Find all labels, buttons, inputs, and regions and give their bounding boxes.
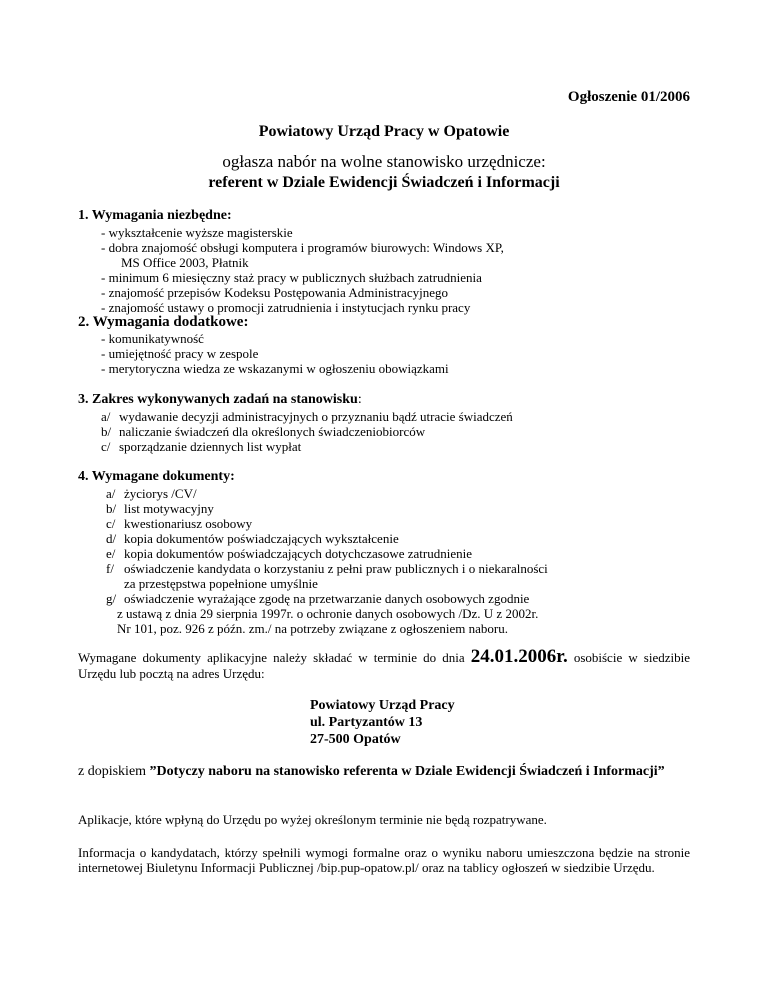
list-item: - merytoryczna wiedza ze wskazanymi w ogłoszeniu obowiązkami — [101, 361, 449, 376]
section-4-heading: 4. Wymagane dokumenty: — [78, 469, 235, 484]
list-item: - wykształcenie wyższe magisterskie — [101, 225, 293, 240]
announcement-line: ogłasza nabór na wolne stanowisko urzędnicze: — [222, 152, 546, 171]
section-2-heading: 2. Wymagania dodatkowe: — [78, 314, 249, 330]
address-line-1: Powiatowy Urząd Pracy — [310, 698, 455, 713]
list-item-continuation: MS Office 2003, Płatnik — [121, 255, 249, 270]
late-applications-note: Aplikacje, które wpłyną do Urzędu po wyżej określonym terminie nie będą rozpatrywane. — [78, 812, 547, 827]
section-1-heading: 1. Wymagania niezbędne: — [78, 208, 232, 223]
list-item: - umiejętność pracy w zespole — [101, 346, 259, 361]
announcement-number: Ogłoszenie 01/2006 — [567, 89, 690, 105]
address-line-2: ul. Partyzantów 13 — [310, 715, 423, 730]
list-item-continuation: z ustawą z dnia 29 sierpnia 1997r. o ochronie danych osobowych /Dz. U z 2002r. — [117, 606, 539, 621]
office-name: Powiatowy Urząd Pracy w Opatowie — [258, 123, 510, 140]
list-item: d/ kopia dokumentów poświadczających wykształcenie — [106, 531, 399, 546]
note-paragraph: z dopiskiem ”Dotyczy naboru na stanowisko referenta w Dziale Ewidencji Świadczeń i Informacji” — [78, 764, 665, 779]
section-3-heading: 3. Zakres wykonywanych zadań na stanowisku: — [78, 392, 362, 407]
list-item: - minimum 6 miesięczny staż pracy w publicznych służbach zatrudnienia — [101, 270, 482, 285]
deadline-paragraph: Wymagane dokumenty aplikacyjne należy składać w terminie do dnia 24.01.2006r. osobiście w siedzibie Urzędu lub pocztą na adres Urzędu: — [78, 646, 691, 681]
position-title: referent w Dziale Ewidencji Świadczeń i Informacji — [208, 174, 560, 191]
list-item: - dobra znajomość obsługi komputera i programów biurowych: Windows XP, — [101, 240, 504, 255]
address-line-3: 27-500 Opatów — [310, 732, 401, 747]
list-item: b/ naliczanie świadczeń dla określonych świadczeniobiorców — [101, 424, 426, 439]
list-item-continuation: za przestępstwa popełnione umyślnie — [124, 576, 318, 591]
list-item: a/ wydawanie decyzji administracyjnych o przyznaniu bądź utracie świadczeń — [101, 409, 513, 424]
list-item: a/ życiorys /CV/ — [106, 486, 197, 501]
list-item: c/ kwestionariusz osobowy — [106, 516, 253, 531]
deadline-date: 24.01.2006r. — [470, 646, 568, 667]
list-item: g/ oświadczenie wyrażające zgodę na przetwarzanie danych osobowych zgodnie — [106, 591, 530, 606]
list-item: c/ sporządzanie dziennych list wypłat — [101, 439, 302, 454]
list-item: b/ list motywacyjny — [106, 501, 214, 516]
list-item: f/ oświadczenie kandydata o korzystaniu z pełni praw publicznych i o niekaralności — [106, 561, 548, 576]
list-item: - komunikatywność — [101, 331, 204, 346]
info-paragraph: Informacja o kandydatach, którzy spełnili wymogi formalne oraz o wyniku naboru umieszczona będzie na stronie internetowej Biuletynu Informacji Publicznej /bip.pup-opatow.pl/ oraz na tablicy ogłoszeń w siedzibie Urzędu. — [78, 845, 690, 875]
list-item: - znajomość przepisów Kodeksu Postępowania Administracyjnego — [101, 285, 448, 300]
list-item-continuation: Nr 101, poz. 926 z późn. zm./ na potrzeby związane z ogłoszeniem naboru. — [117, 621, 508, 636]
list-item: - znajomość ustawy o promocji zatrudnienia i instytucjach rynku pracy — [101, 300, 471, 315]
list-item: e/ kopia dokumentów poświadczających dotychczasowe zatrudnienie — [106, 546, 472, 561]
